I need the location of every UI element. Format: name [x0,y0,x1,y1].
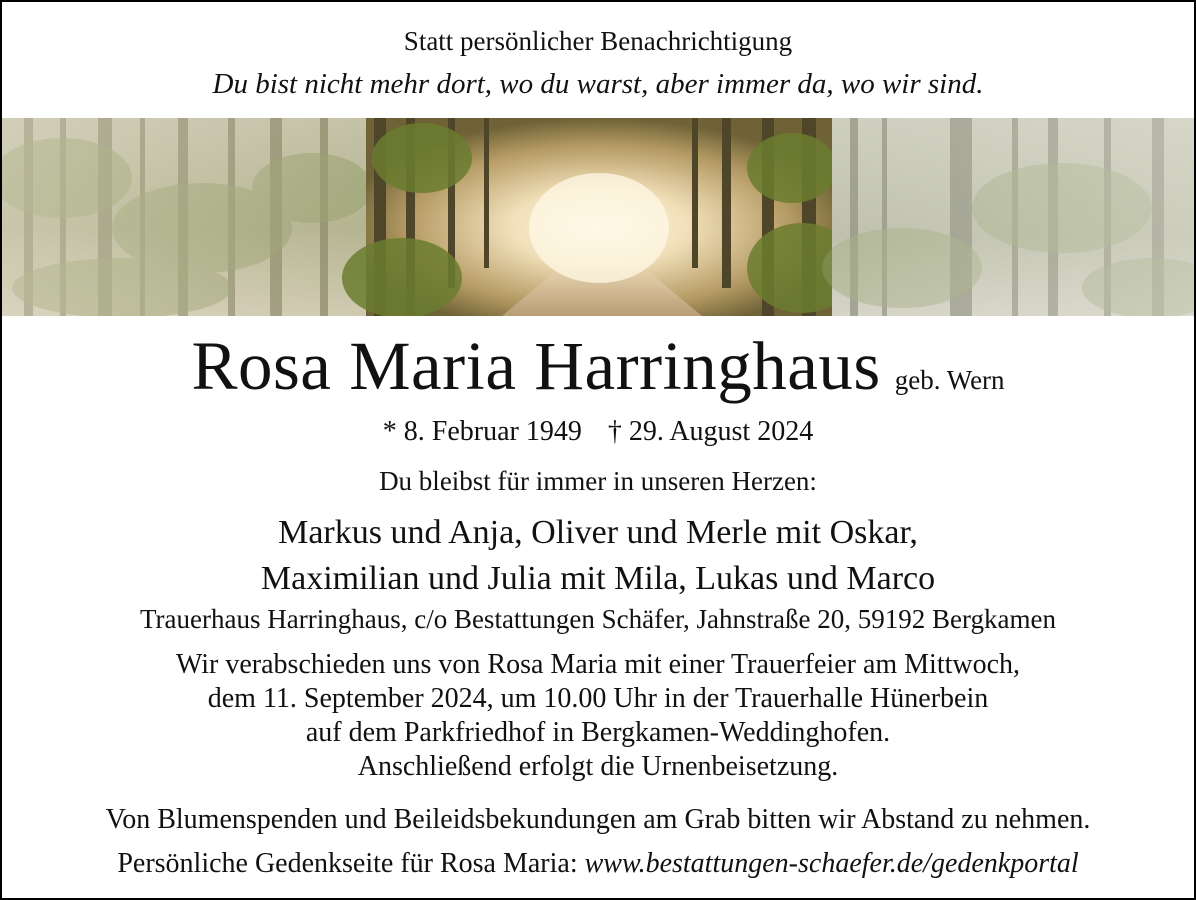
deceased-name-line [2,328,1194,404]
service-line: dem 11. September 2024, um 10.00 Uhr in der Trauerhalle Hünerbein [207,683,989,714]
mourners-list [2,510,1194,602]
mourners-intro: Du bleibst für immer in unseren Herzen: [379,466,817,496]
funeral-service-details [2,648,1194,784]
mourning-house-address: Trauerhaus Harringhaus, c/o Bestattungen Schäfer, Jahnstraße 20, 59192 Bergkamen [140,604,1056,634]
forest-path-photo [2,118,1194,316]
service-line: auf dem Parkfriedhof in Bergkamen-Weddinghofen. [305,717,891,748]
flowers-note: Von Blumenspenden und Beileidsbekundungen am Grab bitten wir Abstand zu nehmen. [105,804,1091,835]
notice-intro: Statt persönlicher Benachrichtigung [403,26,793,56]
mourners-line: Markus und Anja, Oliver und Merle mit Oskar, [278,514,918,551]
motto-quote: Du bist nicht mehr dort, wo du warst, aber immer da, wo wir sind. [212,68,984,100]
life-dates [2,416,1194,448]
memorial-url[interactable]: www.bestattungen-schaefer.de/gedenkportal [584,848,1079,879]
deceased-name: Rosa Maria Harringhaus [191,328,881,404]
mourners-line: Maximilian und Julia mit Mila, Lukas und Marco [260,560,936,597]
birth-date: * 8. Februar 1949 [382,416,582,447]
death-date: † 29. August 2024 [607,416,814,447]
service-line: Anschließend erfolgt die Urnenbeisetzung. [357,751,839,782]
memorial-label: Persönliche Gedenkseite für Rosa Maria: [117,848,578,879]
service-line: Wir verabschieden uns von Rosa Maria mit einer Trauerfeier am Mittwoch, [175,649,1021,680]
memorial-page-line [2,848,1194,880]
birth-name: geb. Wern [894,365,1005,395]
